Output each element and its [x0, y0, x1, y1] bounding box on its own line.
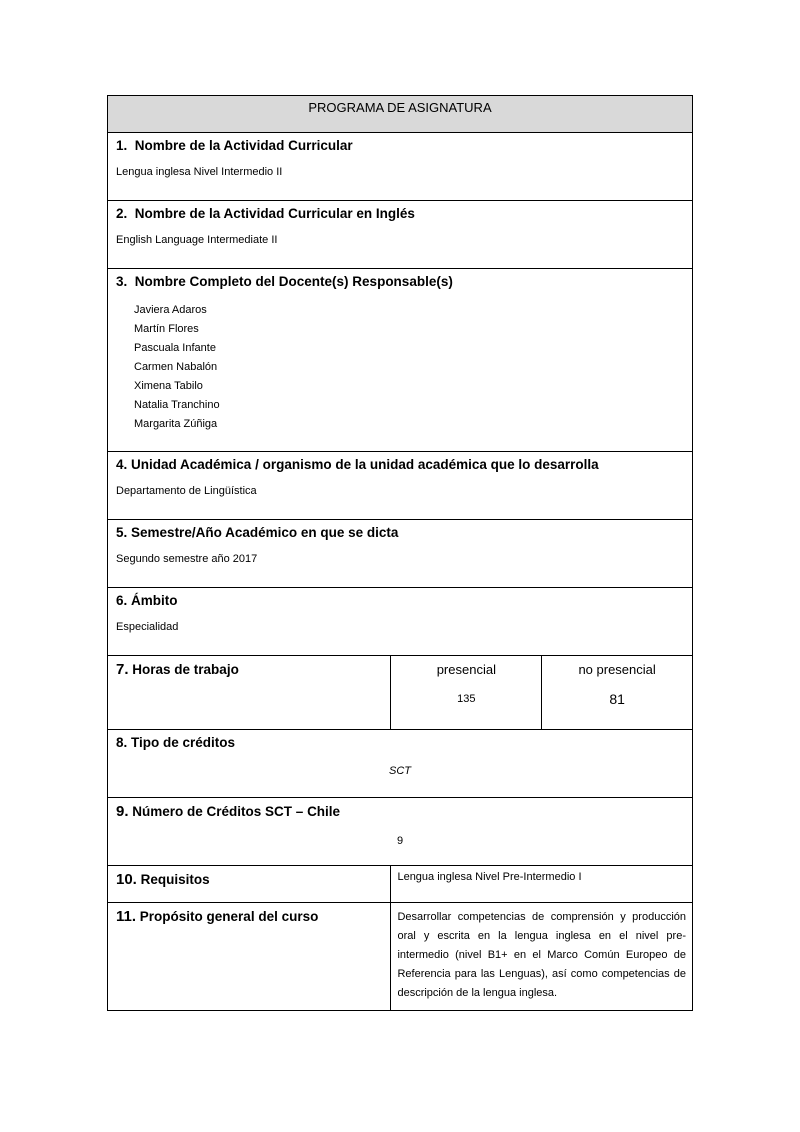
section-1-title [108, 133, 692, 153]
section-4 [108, 452, 693, 520]
activity-name-value: Lengua inglesa Nivel Intermedio II [116, 166, 283, 178]
section-6-number: 6. [116, 593, 128, 608]
form-title: PROGRAMA DE ASIGNATURA [308, 100, 492, 115]
teacher-name: Pascuala Infante [134, 342, 216, 354]
section-8 [108, 730, 693, 798]
section-9-title [108, 798, 692, 820]
section-3-title [108, 269, 692, 289]
purpose-value: Desarrollar competencias de comprensión y producción oral y escrita en la lengua inglesa en el nivel pre-intermedio (nivel B1+ en el Marco Común Europeo de Referencia para las Lenguas), así como competencias de descripción de la lengua inglesa. [397, 911, 686, 999]
section-3 [108, 269, 693, 452]
section-6-title [108, 588, 692, 608]
section-10 [108, 866, 391, 903]
section-11-title [108, 903, 390, 925]
section-8-title [108, 730, 692, 750]
presencial-cell [391, 656, 542, 730]
section-3-label: Nombre Completo del Docente(s) Responsable(s) [134, 274, 453, 289]
section-10-title [108, 866, 390, 888]
section-7-label: Horas de trabajo [132, 662, 239, 677]
section-10-number: 10. [116, 871, 137, 888]
teacher-name: Ximena Tabilo [134, 380, 203, 392]
section-6-label: Ámbito [131, 593, 178, 608]
no-presencial-cell [542, 656, 693, 730]
section-9-number: 9. [116, 803, 129, 820]
section-5-title [108, 520, 692, 540]
presencial-label: presencial [436, 662, 496, 677]
teacher-name: Javiera Adaros [134, 304, 207, 316]
teacher-name: Martín Flores [134, 323, 199, 335]
section-4-label: Unidad Académica / organismo de la unidad académica que lo desarrolla [131, 457, 599, 472]
section-11-label: Propósito general del curso [139, 909, 319, 924]
section-7 [108, 656, 391, 730]
teacher-name: Margarita Zúñiga [134, 418, 218, 430]
requirements-value: Lengua inglesa Nivel Pre-Intermedio I [397, 871, 582, 883]
program-form [107, 95, 693, 1011]
semester-value: Segundo semestre año 2017 [116, 553, 258, 565]
credits-value: 9 [396, 835, 404, 847]
presencial-hours: 135 [457, 693, 476, 705]
requirements-cell [391, 866, 693, 903]
section-8-label: Tipo de créditos [131, 735, 236, 750]
teacher-name: Carmen Nabalón [134, 361, 218, 373]
section-5-number: 5. [116, 525, 128, 540]
section-1 [108, 133, 693, 201]
section-9-label: Número de Créditos SCT – Chile [132, 804, 341, 819]
scope-value: Especialidad [116, 621, 179, 633]
form-header [108, 96, 693, 133]
credit-type-value: SCT [389, 765, 411, 777]
section-7-number: 7. [116, 661, 129, 678]
section-9 [108, 798, 693, 866]
purpose-cell [391, 903, 693, 1011]
teacher-name: Natalia Tranchino [134, 399, 220, 411]
section-5 [108, 520, 693, 588]
section-2-title [108, 201, 692, 221]
section-2-number: 2. [116, 206, 128, 221]
section-2-label: Nombre de la Actividad Curricular en Inglés [134, 206, 415, 221]
no-presencial-label: no presencial [578, 662, 656, 677]
section-7-title [108, 656, 390, 678]
teacher-list [108, 301, 692, 434]
section-11-number: 11. [116, 908, 137, 925]
section-6 [108, 588, 693, 656]
section-2 [108, 201, 693, 269]
section-11 [108, 903, 391, 1011]
section-3-number: 3. [116, 274, 128, 289]
no-presencial-hours: 81 [609, 691, 625, 707]
section-4-number: 4. [116, 457, 128, 472]
section-1-label: Nombre de la Actividad Curricular [134, 138, 353, 153]
section-8-number: 8. [116, 735, 128, 750]
section-5-label: Semestre/Año Académico en que se dicta [131, 525, 399, 540]
section-1-number: 1. [116, 138, 128, 153]
section-10-label: Requisitos [140, 872, 210, 887]
section-4-title [108, 452, 692, 472]
academic-unit-value: Departamento de Lingüística [116, 485, 257, 497]
activity-name-english-value: English Language Intermediate II [116, 234, 278, 246]
